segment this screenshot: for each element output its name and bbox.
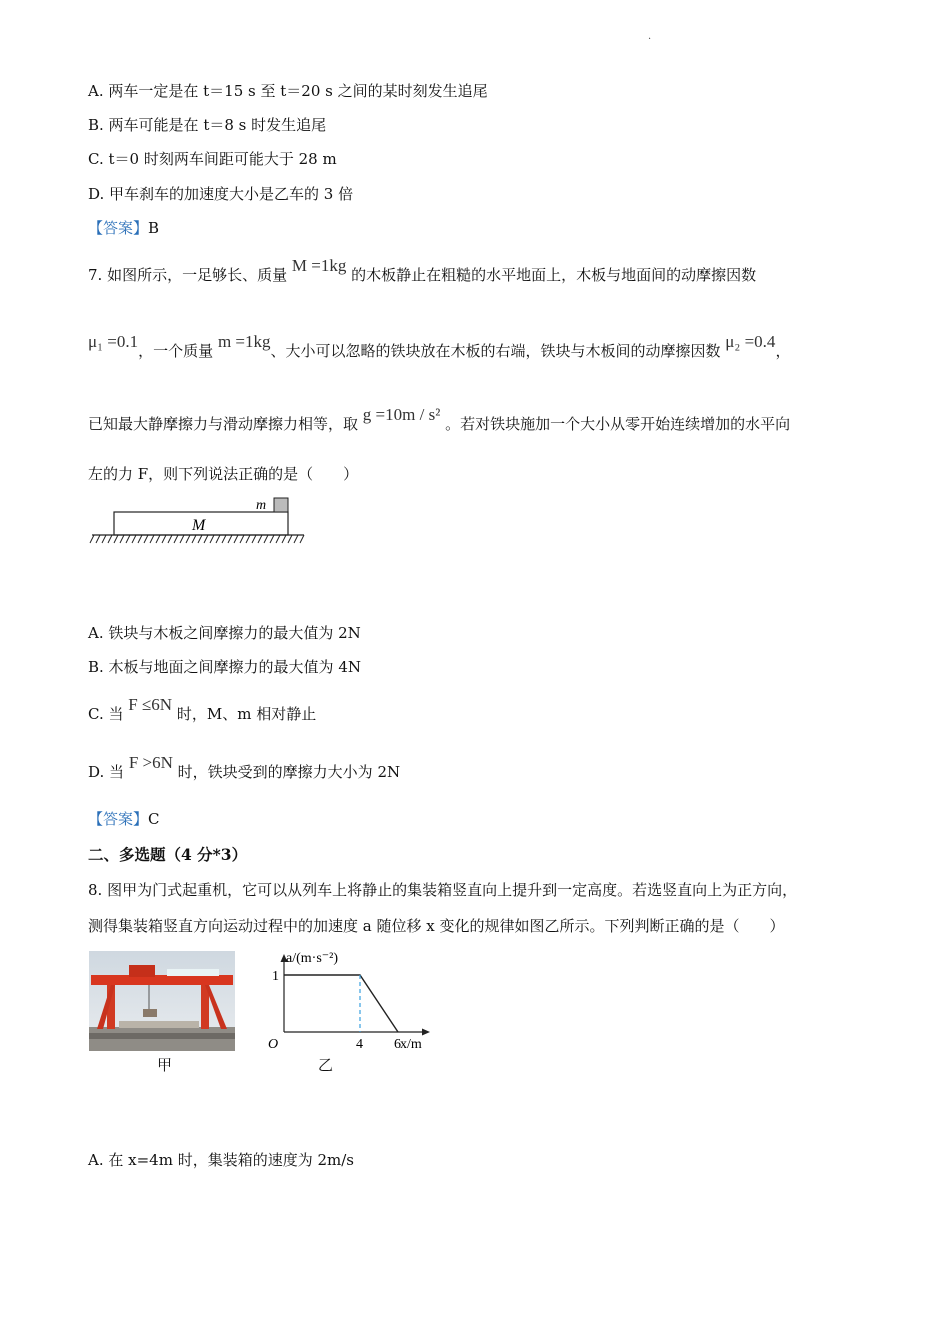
- q6-option-d: D. 甲车刹车的加速度大小是乙车的 3 倍: [88, 185, 354, 203]
- q7-option-b: B. 木板与地面之间摩擦力的最大值为 4N: [88, 658, 361, 676]
- q8-option-a: A. 在 x=4m 时，集装箱的速度为 2m/s: [88, 1151, 354, 1169]
- ground-hatching: [90, 535, 304, 543]
- q7-math-mu2: μ₂ =0.4: [725, 332, 776, 351]
- q7-text: 已知最大静摩擦力与滑动摩擦力相等，取: [88, 415, 359, 433]
- answer-tag: 【答案】: [88, 810, 149, 828]
- q7-text: C. 当: [88, 705, 124, 723]
- answer-value: B: [148, 219, 160, 237]
- label-M: M: [192, 517, 206, 534]
- header-dot: ·: [648, 34, 652, 45]
- x-axis-arrow: [422, 1029, 430, 1036]
- q7-math-mu1: μ₁ =0.1: [88, 332, 139, 351]
- section-heading: 二、多选题（4 分*3）: [88, 845, 248, 864]
- q8-line-1: 8. 图甲为门式起重机，它可以从列车上将静止的集装箱竖直向上提升到一定高度。若选竖直向上为正方向，: [88, 881, 798, 899]
- q7-text: 时，铁块受到的摩擦力大小为 2N: [177, 763, 401, 781]
- graph-caption: 乙: [318, 1056, 334, 1074]
- q6-answer: [88, 217, 159, 238]
- crane-photo: [89, 951, 235, 1051]
- board-block-figure: [88, 494, 313, 550]
- acceleration-graph: [262, 944, 437, 1056]
- q7-text: 时，M、m 相对静止: [176, 705, 317, 723]
- q7-option-d: [88, 753, 401, 782]
- q8-line-2: 测得集装箱竖直方向运动过程中的加速度 a 随位移 x 变化的规律如图乙所示。下列判断正确的是（ ）: [88, 917, 785, 935]
- q7-math-condition-c: F ≤6N: [128, 695, 173, 714]
- y-axis-label: a/(m·s⁻²): [286, 951, 339, 966]
- q7-math-condition-d: F >6N: [128, 753, 173, 772]
- q6-option-c: C. t＝0 时刻两车间距可能大于 28 m: [88, 150, 337, 168]
- x-tick-label: 6: [394, 1037, 401, 1052]
- q6-option-a: A. 两车一定是在 t＝15 s 至 t＝20 s 之间的某时刻发生追尾: [88, 82, 488, 100]
- q7-text: D. 当: [88, 763, 125, 781]
- q7-text: ，: [775, 342, 791, 360]
- q7-math-mass-M: M =1kg: [291, 256, 347, 275]
- q7-math-mass-m: m =1kg: [217, 332, 271, 351]
- q7-line-1: [88, 256, 757, 285]
- x-tick-label: 4: [356, 1037, 363, 1052]
- x-axis-label: x/m: [400, 1037, 422, 1052]
- q7-text: 。若对铁块施加一个大小从零开始连续增加的水平向: [445, 415, 791, 433]
- block-m: [274, 498, 288, 512]
- y-tick-label: 1: [272, 969, 279, 984]
- q7-option-c: [88, 695, 317, 724]
- q7-option-a: A. 铁块与木板之间摩擦力的最大值为 2N: [88, 624, 361, 642]
- acceleration-series-line: [284, 975, 398, 1032]
- q7-line-2: [88, 332, 791, 361]
- q7-math-gravity: g =10m / s²: [362, 405, 441, 424]
- answer-value: C: [148, 810, 160, 828]
- q7-text: 的木板静止在粗糙的水平地面上，木板与地面间的动摩擦因数: [351, 266, 757, 284]
- q7-answer: [88, 808, 160, 829]
- q7-text: 7. 如图所示，一足够长、质量: [88, 266, 288, 284]
- q7-line-3: [88, 405, 791, 434]
- q7-text: ，一个质量: [138, 342, 214, 360]
- answer-tag: 【答案】: [88, 219, 149, 237]
- q6-option-b: B. 两车可能是在 t＝8 s 时发生追尾: [88, 116, 327, 134]
- photo-caption: 甲: [157, 1056, 173, 1074]
- q7-line-4: 左的力 F，则下列说法正确的是（ ）: [88, 465, 359, 483]
- origin-label: O: [268, 1037, 279, 1052]
- label-m: m: [256, 498, 267, 513]
- q7-text: 、大小可以忽略的铁块放在木板的右端，铁块与木板间的动摩擦因数: [270, 342, 721, 360]
